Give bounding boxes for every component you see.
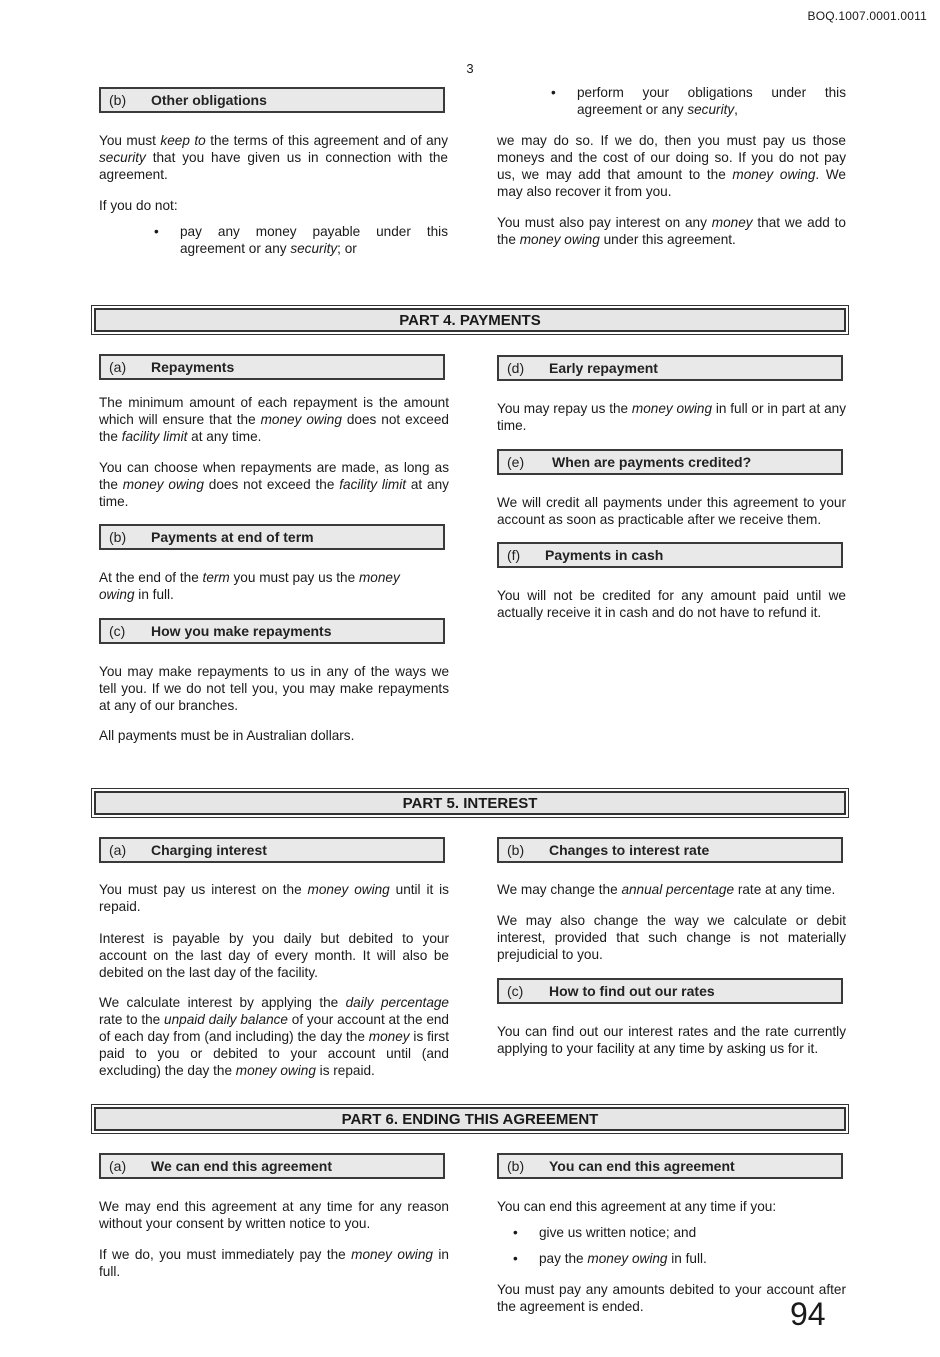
stamped-page-number: 94 [790, 1296, 826, 1332]
changes-to-interest-rate-paragraph-1: We may change the annual percentage rate at any time. [497, 882, 836, 897]
section-letter: (a) [109, 1158, 127, 1174]
section-letter: (c) [507, 983, 524, 999]
section-letter: (c) [109, 623, 126, 639]
section-letter: (b) [109, 529, 127, 545]
section-header-changes-to-interest-rate [497, 837, 843, 863]
section-letter: (f) [507, 547, 521, 563]
section-letter: (a) [109, 842, 127, 858]
section-header-early-repayment [497, 355, 843, 381]
section-header-when-payments-credited [497, 449, 843, 475]
section-header-how-to-find-rates [497, 978, 843, 1004]
bullet-icon: • [154, 224, 159, 239]
section-title: Repayments [151, 359, 235, 375]
section-header-other-obligations [99, 87, 445, 113]
obligations-paragraph-3: we may do so. If we do, then you must pay us those moneys and the cost of our doing so. If you do not pay us, we may add that amount to the money owing. We may also recover it from you. [497, 133, 846, 199]
section-title: How you make repayments [151, 623, 332, 639]
bullet-icon: • [551, 85, 556, 100]
part-5-banner [91, 788, 849, 818]
repayments-paragraph-2: You can choose when repayments are made, as long as the money owing does not exceed the facility limit at any time. [99, 460, 449, 509]
section-letter: (b) [507, 1158, 525, 1174]
charging-interest-paragraph-3: We calculate interest by applying the daily percentage rate to the unpaid daily balance of your account at the end of each day from (and including) the day the money is first paid to you or debited to your account until (and excluding) the day the money owing is repaid. [99, 995, 449, 1078]
section-title: Payments at end of term [151, 529, 314, 545]
you-can-end-agreement-bullet-2: • pay the money owing in full. [513, 1251, 707, 1266]
when-payments-credited-paragraph: We will credit all payments under this agreement to your account as soon as practicable after we receive them. [497, 495, 846, 527]
section-letter: (b) [507, 842, 525, 858]
section-title: Other obligations [151, 92, 267, 108]
obligations-paragraph-1: You must keep to the terms of this agreement and of any security that you have given us in connection with the agreement. [99, 133, 449, 182]
part-6-title: PART 6. ENDING THIS AGREEMENT [94, 1107, 846, 1131]
obligations-paragraph-4: You must also pay interest on any money that we add to the money owing under this agreement. [497, 215, 846, 247]
section-title: Payments in cash [545, 547, 664, 563]
section-header-payments-end-of-term [99, 524, 445, 550]
we-can-end-agreement-paragraph-2: If we do, you must immediately pay the money owing in full. [99, 1247, 449, 1279]
section-header-how-you-make-repayments [99, 618, 445, 644]
page-number: 3 [466, 61, 474, 76]
obligations-bullet-2: • perform your obligations under this agreement or any security, [551, 85, 846, 117]
document-id: BOQ.1007.0001.0011 [807, 9, 927, 23]
charging-interest-paragraph-2: Interest is payable by you daily but debited to your account on the last day of every month. It will also be debited on the last day of the facility. [99, 931, 449, 980]
how-to-find-rates-paragraph: You can find out our interest rates and the rate currently applying to your facility at any time by asking us for it. [497, 1024, 846, 1056]
section-title: You can end this agreement [549, 1158, 735, 1174]
section-title: Changes to interest rate [549, 842, 710, 858]
section-header-repayments [99, 354, 445, 380]
part-4-banner [91, 305, 849, 335]
section-title: Charging interest [151, 842, 267, 858]
section-header-we-can-end-agreement [99, 1153, 445, 1179]
repayments-paragraph-1: The minimum amount of each repayment is the amount which will ensure that the money owing does not exceed the facility limit at any time. [99, 395, 449, 444]
section-letter: (b) [109, 92, 127, 108]
part-5-title: PART 5. INTEREST [94, 791, 846, 815]
section-header-payments-in-cash [497, 542, 843, 568]
section-header-charging-interest [99, 837, 445, 863]
section-letter: (e) [507, 454, 525, 470]
bullet-icon: • [513, 1225, 518, 1240]
section-title: We can end this agreement [151, 1158, 333, 1174]
you-can-end-agreement-bullet-1: • give us written notice; and [513, 1225, 697, 1240]
we-can-end-agreement-paragraph-1: We may end this agreement at any time for any reason without your consent by written notice to you. [99, 1199, 449, 1231]
section-letter: (d) [507, 360, 525, 376]
obligations-bullet-1: • pay any money payable under this agreement or any security; or [154, 224, 448, 256]
how-you-make-repayments-paragraph-1: You may make repayments to us in any of the ways we tell you. If we do not tell you, you may make repayments at any of our branches. [99, 664, 449, 713]
charging-interest-paragraph-1: You must pay us interest on the money owing until it is repaid. [99, 882, 449, 914]
payments-end-of-term-paragraph: At the end of the term you must pay us the money owing in full. [99, 570, 400, 602]
section-title: How to find out our rates [549, 983, 715, 999]
you-can-end-agreement-paragraph-1: You can end this agreement at any time if you: [497, 1199, 777, 1214]
obligations-paragraph-2: If you do not: [99, 198, 178, 213]
how-you-make-repayments-paragraph-2: All payments must be in Australian dollars. [99, 728, 355, 743]
early-repayment-paragraph: You may repay us the money owing in full or in part at any time. [497, 401, 846, 433]
part-6-banner [91, 1104, 849, 1134]
section-title: Early repayment [549, 360, 658, 376]
payments-in-cash-paragraph: You will not be credited for any amount paid until we actually receive it in cash and do not have to refund it. [497, 588, 846, 620]
you-can-end-agreement-paragraph-2: You must pay any amounts debited to your account after the agreement is ended. [497, 1282, 846, 1314]
section-header-you-can-end-agreement [497, 1153, 843, 1179]
section-title: When are payments credited? [552, 454, 752, 470]
part-4-title: PART 4. PAYMENTS [94, 308, 846, 332]
section-letter: (a) [109, 359, 127, 375]
changes-to-interest-rate-paragraph-2: We may also change the way we calculate or debit interest, provided that such change is not materially prejudicial to you. [497, 913, 846, 962]
bullet-icon: • [513, 1251, 518, 1266]
